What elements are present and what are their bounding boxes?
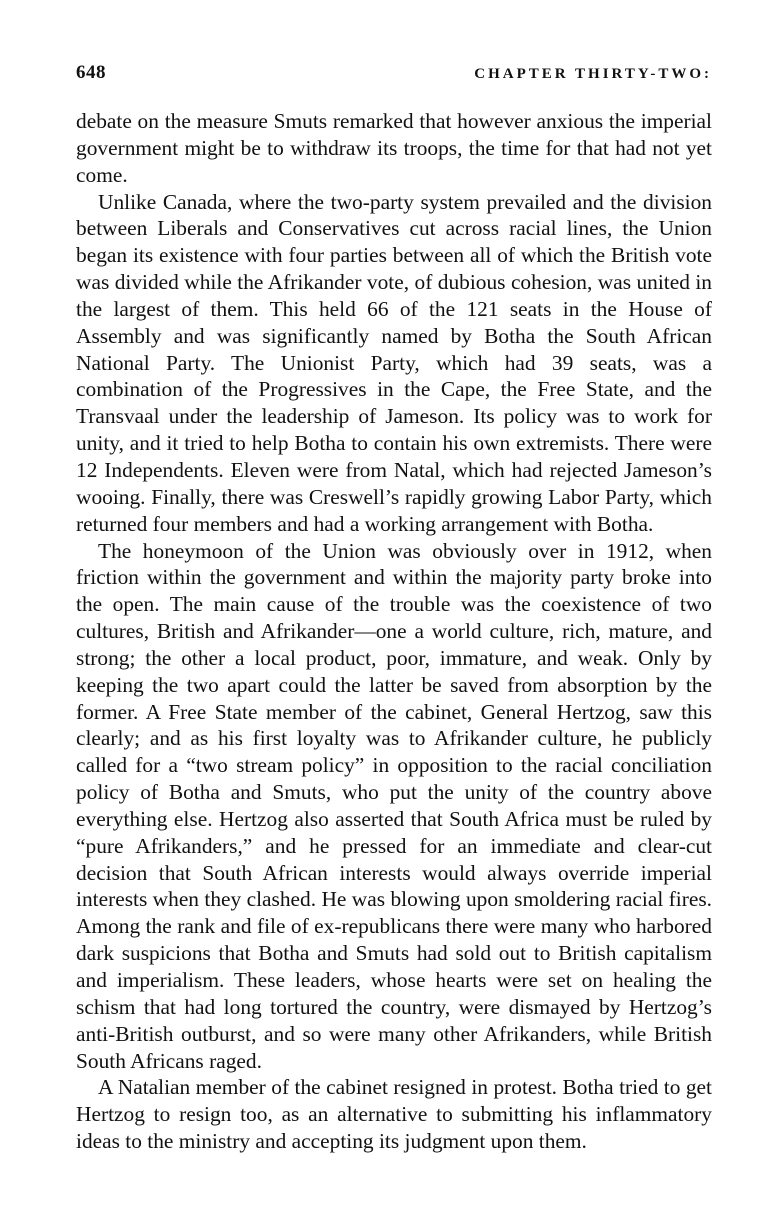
paragraph-union-parties: Unlike Canada, where the two-party system prevailed and the division between Liberals and Conservatives cut across racial lines, the Union began its existence with four parties between all of which the British vote was divided while the Afrikander vote, of dubious cohesion, was united in the largest of them. This held 66 of the 121 seats in the House of Assembly and was significantly named by Botha the South African National Party. The Unionist Party, which had 39 seats, was a combination of the Progressives in the Cape, the Free State, and the Transvaal under the leadership of Jameson. Its policy was to work for unity, and it tried to help Botha to contain his own extremists. There were 12 Independents. Eleven were from Natal, which had rejected Jameson’s wooing. Finally, there was Creswell’s rapidly growing Labor Party, which returned four members and had a working arrangement with Botha.	[76, 189, 712, 536]
paragraph-continuation: debate on the measure Smuts remarked that however anxious the imperial government might be to withdraw its troops, the time for that had not yet come.	[76, 109, 712, 187]
body-text	[76, 108, 712, 1155]
page-number: 648	[76, 62, 106, 83]
chapter-heading: CHAPTER THIRTY-TWO:	[474, 66, 712, 82]
paragraph-honeymoon-over: The honeymoon of the Union was obviously over in 1912, when friction within the government and within the majority party broke into the open. The main cause of the trouble was the coexistence of two cultures, British and Afrikander—one a world culture, rich, mature, and strong; the other a local product, poor, immature, and weak. Only by keeping the two apart could the latter be saved from absorption by the former. A Free State member of the cabinet, General Hertzog, saw this clearly; and as his first loyalty was to Afrikander culture, he publicly called for a “two stream policy” in opposition to the racial conciliation policy of Botha and Smuts, who put the unity of the country above everything else. Hertzog also asserted that South Africa must be ruled by “pure Afrikanders,” and he pressed for an immediate and clear-cut decision that South African interests would always override imperial interests when they clashed. He was blowing upon smoldering racial fires. Among the rank and file of ex-republicans there were many who harbored dark suspicions that Botha and Smuts had sold out to British capitalism and imperialism. These leaders, whose hearts were set on healing the schism that had long tortured the country, were dismayed by Hertzog’s anti-British outburst, and so were many other Afrikanders, while British South Africans raged.	[76, 538, 712, 1073]
book-page	[76, 62, 712, 1155]
running-head	[76, 62, 712, 96]
paragraph-natalian-resignation: A Natalian member of the cabinet resigned in protest. Botha tried to get Hertzog to resign too, as an alternative to submitting his inflammatory ideas to the ministry and accepting its judgment upon them.	[76, 1075, 712, 1154]
